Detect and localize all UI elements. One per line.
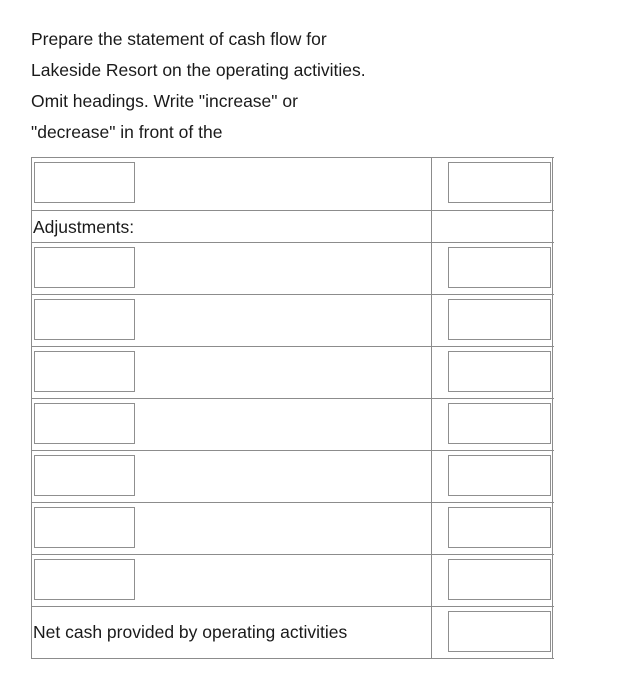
- amount-input[interactable]: [448, 403, 551, 444]
- description-cell: [32, 399, 432, 450]
- adjustment-row: [32, 243, 554, 295]
- description-cell: [32, 607, 432, 658]
- description-cell: [32, 503, 432, 554]
- amount-input[interactable]: [448, 507, 551, 548]
- instruction-line: Lakeside Resort on the operating activities.: [31, 60, 366, 80]
- amount-cell: [432, 555, 553, 606]
- description-cell: [32, 295, 432, 346]
- amount-input[interactable]: [448, 247, 551, 288]
- instruction-line: "decrease" in front of the: [31, 122, 223, 142]
- instructions: [31, 24, 451, 148]
- amount-input[interactable]: [448, 559, 551, 600]
- adjustments-label: Adjustments:: [33, 217, 135, 237]
- net-cash-amount-input[interactable]: [448, 611, 551, 652]
- amount-cell: [432, 295, 553, 346]
- adjustment-row: [32, 347, 554, 399]
- instruction-line: Omit headings. Write "increase" or: [31, 91, 298, 111]
- description-input[interactable]: [34, 162, 135, 203]
- adjustment-row: [32, 295, 554, 347]
- net-income-row: [32, 158, 554, 211]
- description-cell: [32, 555, 432, 606]
- adjustments-header-row: [32, 211, 554, 243]
- description-cell: [32, 211, 432, 242]
- description-input[interactable]: [34, 351, 135, 392]
- amount-cell: [432, 503, 553, 554]
- instruction-line: Prepare the statement of cash flow for: [31, 29, 327, 49]
- description-input[interactable]: [34, 507, 135, 548]
- description-input[interactable]: [34, 403, 135, 444]
- net-cash-label: Net cash provided by operating activities: [33, 622, 348, 642]
- adjustment-row: [32, 555, 554, 607]
- amount-cell: [432, 347, 553, 398]
- description-input[interactable]: [34, 455, 135, 496]
- amount-input[interactable]: [448, 299, 551, 340]
- amount-input[interactable]: [448, 351, 551, 392]
- description-input[interactable]: [34, 299, 135, 340]
- cash-flow-worksheet: [31, 157, 554, 659]
- amount-cell: [432, 243, 553, 294]
- amount-cell: [432, 399, 553, 450]
- description-cell: [32, 451, 432, 502]
- amount-input[interactable]: [448, 162, 551, 203]
- description-input[interactable]: [34, 247, 135, 288]
- adjustment-row: [32, 451, 554, 503]
- description-cell: [32, 158, 432, 210]
- adjustment-row: [32, 399, 554, 451]
- amount-cell: [432, 451, 553, 502]
- amount-cell: [432, 607, 553, 658]
- description-cell: [32, 347, 432, 398]
- net-cash-row: [32, 607, 554, 659]
- description-input[interactable]: [34, 559, 135, 600]
- amount-input[interactable]: [448, 455, 551, 496]
- amount-cell: [432, 158, 553, 210]
- amount-cell: [432, 211, 553, 242]
- description-cell: [32, 243, 432, 294]
- adjustment-row: [32, 503, 554, 555]
